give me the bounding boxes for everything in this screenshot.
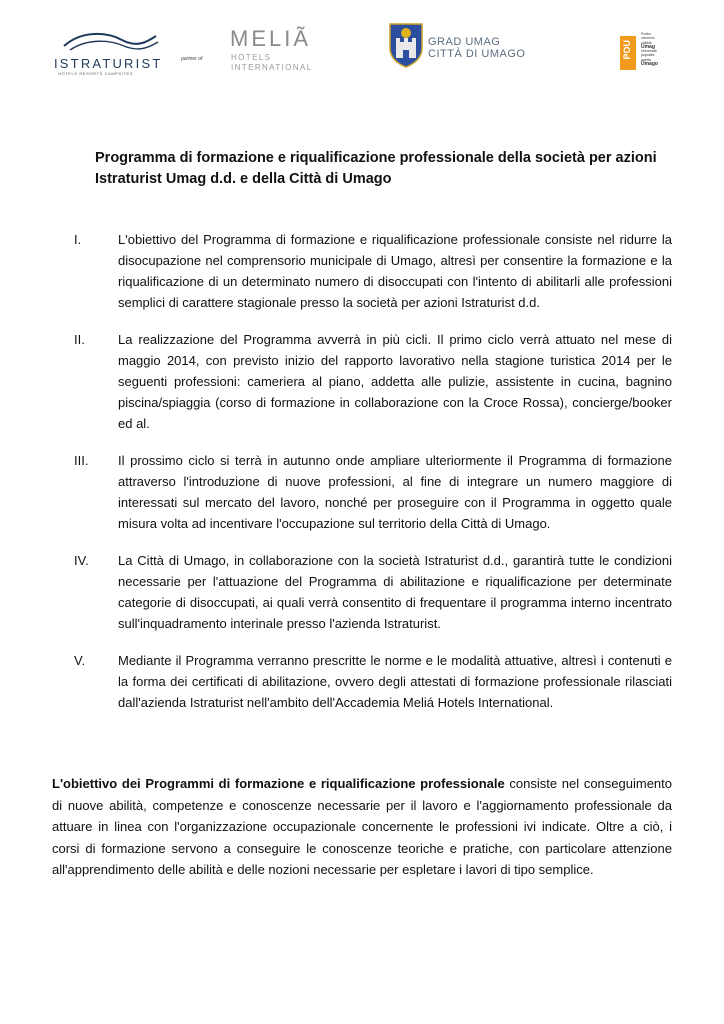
istraturist-subtitle: HOTELS RESORTS CAMPSITES [58,71,134,76]
closing-paragraph [52,773,672,881]
umag-coat-of-arms-icon [388,22,424,68]
umag-name-croatian: GRAD UMAG [428,36,501,48]
istraturist-wave-icon [52,28,164,58]
list-item-number: IV. [74,553,89,568]
document-title: Programma di formazione e riqualificazione professionale della società per azioni Istraturist Umag d.d. e della Città di Umago [95,150,657,187]
istraturist-logo [52,28,164,74]
istraturist-name: ISTRATURIST [54,56,163,71]
grad-umag-logo [388,22,538,78]
list-item [0,550,724,634]
list-item-number: III. [74,453,89,468]
list-item-text: Mediante il Programma verranno prescritte le norme e le modalità attuative, altresì i contenuti e la forma dei certificati di abilitazione, ovvero degli attestati di formazione professionale rilasciati dall'azienda Istraturist nell'ambito dell'Accademia Meliá Hotels International. [118,653,672,710]
list-item [0,450,724,534]
list-item-number: II. [74,332,85,347]
logo-header [0,22,724,82]
pou-mark: POU [620,36,636,70]
pou-text: Pučko otvoreno učilište Umag Università popolare aperta Umago [641,32,658,68]
pou-umag-logo [620,32,680,78]
melia-subtitle-2: INTERNATIONAL [231,63,313,72]
list-item [0,229,724,313]
list-item-text: L'obiettivo del Programma di formazione e riqualificazione professionale consiste nel ridurre la disocupazione nel comprensorio municipale di Umago, altresì per consentire la formazione e la riqualificazione di un determinato numero di disoccupati con l'intento di abilitarli alle professioni semplici di carattere stagionale presso la società per azioni Istraturist d.d. [118,232,672,310]
list-item-text: Il prossimo ciclo si terrà in autunno onde ampliare ulteriormente il Programma di formazione attraverso l'introduzione di nuove professioni, al fine di integrare un numero maggiore di interessati sul mercato del lavoro, nonché per proseguire con il Programma in oggetto quale misura volta ad incentivare l'occupazione sul territorio della Città di Umago. [118,453,672,531]
closing-paragraph-lead: L'obiettivo dei Programmi di formazione e riqualificazione professionale [52,776,505,791]
list-item [0,329,724,434]
closing-paragraph-body: consiste nel conseguimento di nuove abilità, competenze e conoscenze necessarie per il lavoro e l'aggiornamento professionale da attuare in linea con l'organizzazione occupazionale concernente le professioni ivi indicate. Oltre a ciò, i corsi di formazione servono a conseguire le conoscenze teoriche e pratiche, con particolare attenzione all'apprendimento delle abilità e delle nozioni necessarie per espletare i lavori di tipo semplice. [52,776,672,878]
list-item-text: La Città di Umago, in collaborazione con la società Istraturist d.d., garantirà tutte le condizioni necessarie per l'attuazione del Programma di abilitazione e riqualificazione per determinate categorie di disoccupati, ai quali verrà consentito di frequentare il programma interno incentrato sull'inquadramento interinale presso l'azienda Istraturist. [118,553,672,631]
list-item [0,650,724,713]
numbered-list [0,229,724,729]
partner-label: partner of [181,56,203,62]
melia-name: MELIÃ [230,26,312,51]
list-item-number: I. [74,232,82,247]
list-item-text: La realizzazione del Programma avverrà in più cicli. Il primo ciclo verrà attuato nel mese di maggio 2014, con previsto inizio del rapporto lavorativo nella stagione turistica 2014 per le seguenti professioni: cameriera al piano, addetta alle pulizie, assistente in cucina, bagnino piscina/spiaggia (corso di formazione in collaborazione con la Croce Rossa), concierge/booker ed al. [118,332,672,431]
melia-subtitle-1: HOTELS [231,53,272,62]
umag-name-italian: CITTÀ DI UMAGO [428,48,526,60]
melia-logo [230,26,320,78]
list-item-number: V. [74,653,86,668]
